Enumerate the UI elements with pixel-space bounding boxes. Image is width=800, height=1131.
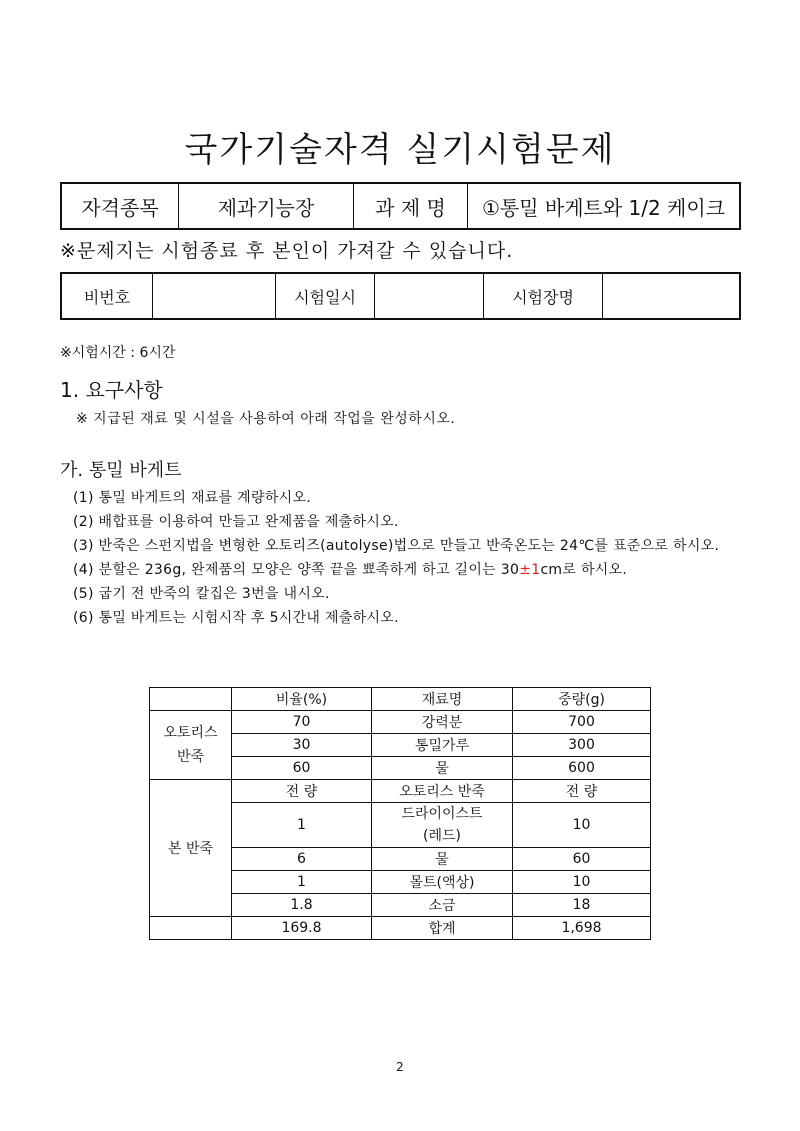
table-cell: 전 량 xyxy=(232,780,372,803)
list-item xyxy=(60,606,750,630)
table-row xyxy=(150,711,651,734)
item-text: 반죽은 스펀지법을 변형한 오토리즈(autolyse)법으로 만들고 반죽온도는 24℃를 표준으로 하시오. xyxy=(98,538,720,554)
table-row xyxy=(150,780,651,803)
section-note: ※ 지급된 재료 및 시설을 사용하여 아래 작업을 완성하시오. xyxy=(76,411,456,427)
item-number: (6) xyxy=(73,610,94,626)
table-cell: 통밀가루 xyxy=(372,734,513,757)
item-number: (1) xyxy=(73,490,94,506)
column-header xyxy=(150,688,232,711)
table-cell: 10 xyxy=(513,803,651,848)
list-item xyxy=(60,486,750,510)
table-cell: 70 xyxy=(232,711,372,734)
qualification-info-table xyxy=(60,182,741,230)
table-cell: 소금 xyxy=(372,894,513,917)
tolerance-value: ±1 xyxy=(519,562,541,578)
table-cell: 30 xyxy=(232,734,372,757)
column-header: 중량(g) xyxy=(513,688,651,711)
table-cell: 물 xyxy=(372,757,513,780)
group-label: 오토리스 반죽 xyxy=(150,711,232,780)
requirements-list xyxy=(60,486,750,630)
item-text-suffix: cm로 하시오. xyxy=(540,562,628,578)
field-label: 자격종목 xyxy=(61,183,179,229)
table-cell: 1,698 xyxy=(513,917,651,940)
task-value: ①통밀 바게트와 1/2 케이크 xyxy=(468,183,741,229)
table-cell: 600 xyxy=(513,757,651,780)
table-cell: 300 xyxy=(513,734,651,757)
table-cell: 전 량 xyxy=(513,780,651,803)
page-number: 2 xyxy=(396,1060,404,1074)
total-row xyxy=(150,917,651,940)
table-cell: 1 xyxy=(232,871,372,894)
field-value: 제과기능장 xyxy=(179,183,354,229)
item-text: 통밀 바게트의 재료를 계량하시오. xyxy=(98,490,312,506)
table-cell: 드라이이스트 (레드) xyxy=(372,803,513,848)
section-heading: 1. 요구사항 xyxy=(60,378,163,402)
id-value xyxy=(153,273,276,319)
table-cell: 1 xyxy=(232,803,372,848)
page-title: 국가기술자격 실기시험문제 xyxy=(184,130,616,170)
list-item xyxy=(60,582,750,606)
id-label: 비번호 xyxy=(61,273,153,319)
table-cell: 오토리스 반죽 xyxy=(372,780,513,803)
task-label: 과 제 명 xyxy=(354,183,468,229)
item-number: (2) xyxy=(73,514,94,530)
item-number: (5) xyxy=(73,586,94,602)
table-cell: 물 xyxy=(372,848,513,871)
item-text: 분할은 236g, 완제품의 모양은 양쪽 끝을 뾰족하게 하고 길이는 30 xyxy=(98,562,520,578)
list-item xyxy=(60,558,750,582)
item-text: 배합표를 이용하여 만들고 완제품을 제출하시오. xyxy=(98,514,399,530)
table-cell: 1.8 xyxy=(232,894,372,917)
table-cell: 700 xyxy=(513,711,651,734)
place-label: 시험장명 xyxy=(484,273,603,319)
table-cell: 6 xyxy=(232,848,372,871)
place-value xyxy=(603,273,741,319)
date-label: 시험일시 xyxy=(276,273,375,319)
item-text: 굽기 전 반죽의 칼집은 3번을 내시오. xyxy=(98,586,330,602)
item-number: (4) xyxy=(73,562,94,578)
table-cell xyxy=(150,917,232,940)
item-text: 통밀 바게트는 시험시작 후 5시간내 제출하시오. xyxy=(98,610,399,626)
subsection-heading: 가. 통밀 바게트 xyxy=(60,460,182,481)
table-cell: 몰트(액상) xyxy=(372,871,513,894)
exam-time: ※시험시간 : 6시간 xyxy=(60,345,176,361)
column-header: 비율(%) xyxy=(232,688,372,711)
column-header: 재료명 xyxy=(372,688,513,711)
list-item xyxy=(60,534,750,558)
notice-text: ※문제지는 시험종료 후 본인이 가져갈 수 있습니다. xyxy=(60,240,514,262)
group-label: 본 반죽 xyxy=(150,780,232,917)
table-cell: 10 xyxy=(513,871,651,894)
table-cell: 60 xyxy=(232,757,372,780)
table-cell: 강력분 xyxy=(372,711,513,734)
table-cell: 18 xyxy=(513,894,651,917)
table-cell: 60 xyxy=(513,848,651,871)
table-cell: 169.8 xyxy=(232,917,372,940)
item-number: (3) xyxy=(73,538,94,554)
table-header-row xyxy=(150,688,651,711)
recipe-table xyxy=(149,687,651,940)
exam-info-table xyxy=(60,272,741,320)
table-cell: 합계 xyxy=(372,917,513,940)
date-value xyxy=(375,273,484,319)
list-item xyxy=(60,510,750,534)
